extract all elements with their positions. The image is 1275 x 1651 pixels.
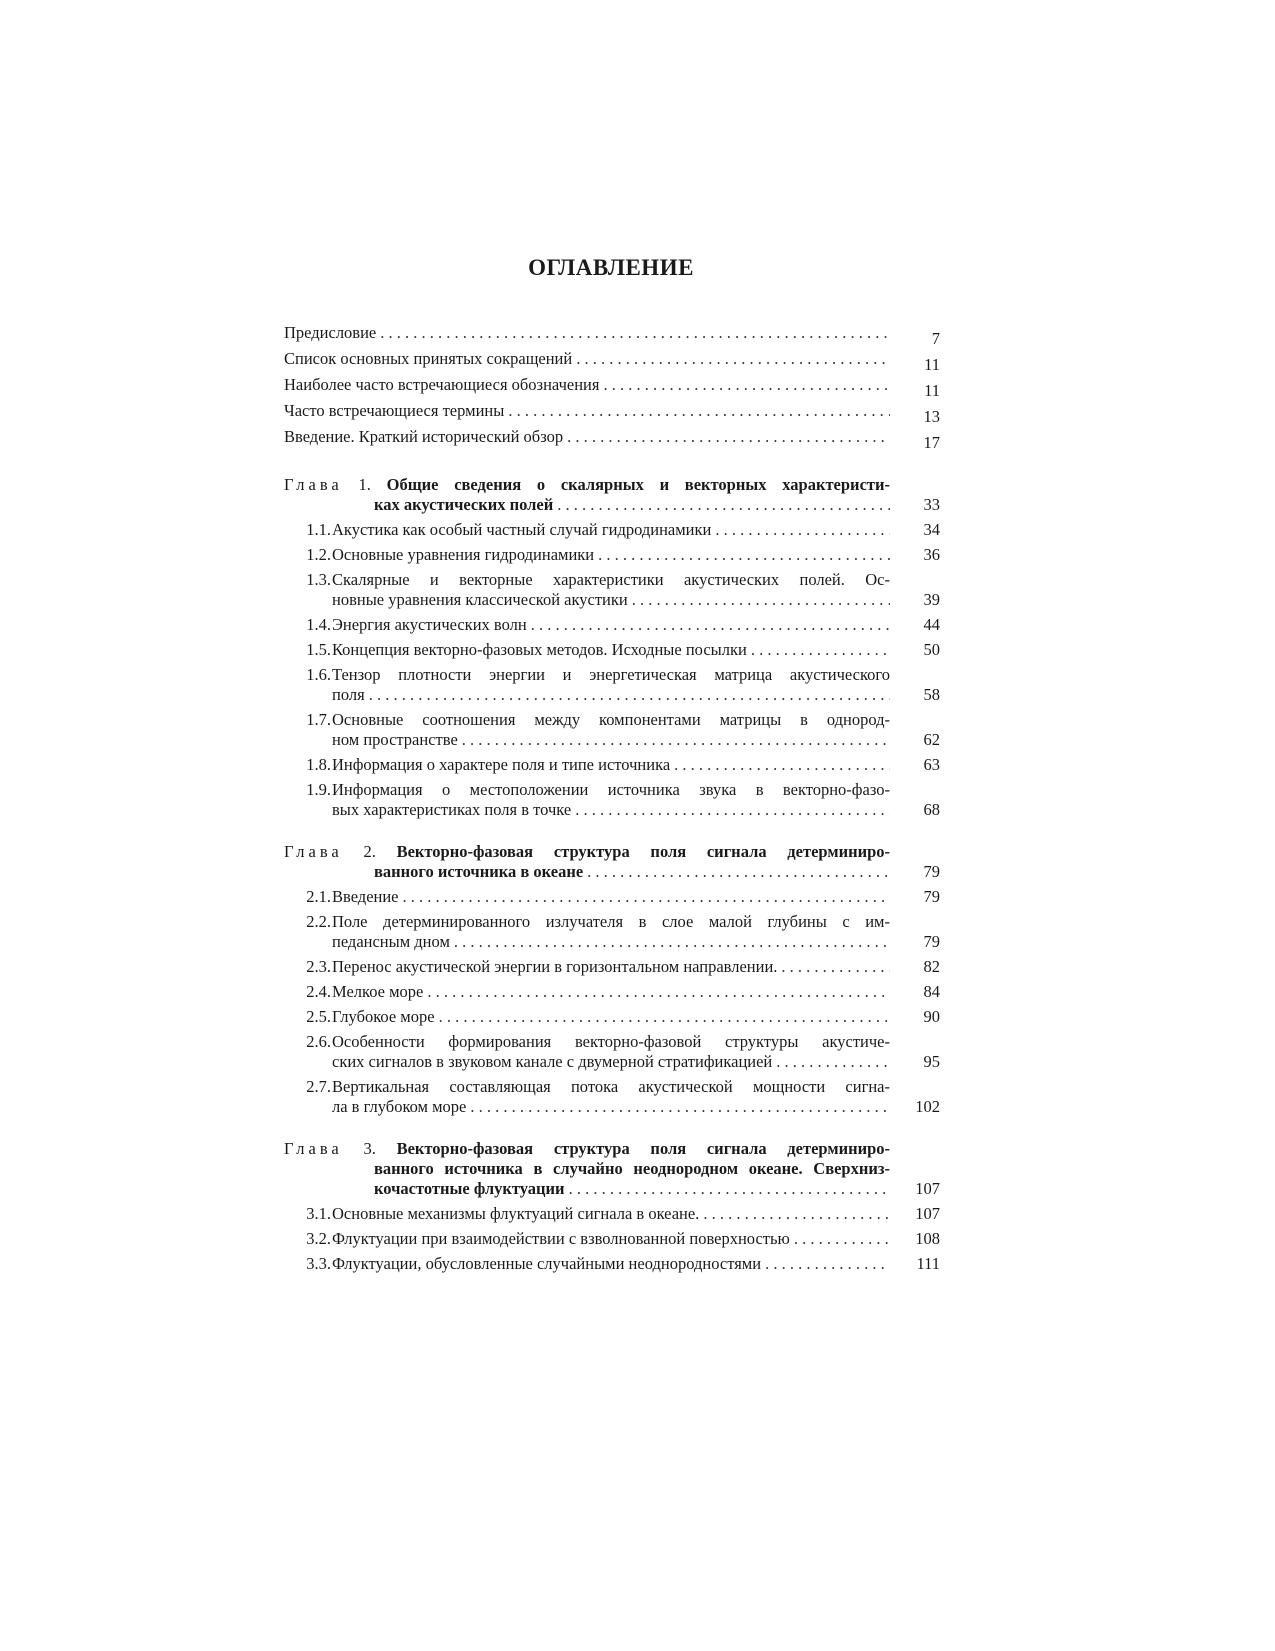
section-title-line bbox=[332, 640, 890, 660]
section-title-line bbox=[332, 545, 890, 565]
dot-leader bbox=[781, 957, 890, 977]
section-title-text: вых характеристиках поля в точке bbox=[332, 800, 572, 819]
section-title-line bbox=[332, 590, 890, 610]
section-title-text: Тензор плотности энергии и энергетическая матрица акустического bbox=[332, 665, 890, 684]
section-entry[interactable] bbox=[284, 912, 940, 952]
section-number: 2.4. bbox=[306, 982, 331, 1001]
page-number: 44 bbox=[923, 615, 940, 634]
section-entry[interactable] bbox=[284, 1077, 940, 1117]
dot-leader bbox=[598, 545, 890, 565]
section-title-line bbox=[332, 755, 890, 775]
section-title-line bbox=[332, 887, 890, 907]
page-number: 102 bbox=[915, 1097, 940, 1116]
dot-leader bbox=[454, 932, 890, 952]
toc-entry[interactable] bbox=[284, 401, 940, 427]
dot-leader bbox=[380, 323, 890, 343]
page-number: 108 bbox=[915, 1229, 940, 1248]
section-number: 2.6. bbox=[306, 1032, 331, 1051]
section-number: 1.7. bbox=[306, 710, 331, 729]
toc-entry-line bbox=[284, 323, 890, 343]
section-title-text: ном пространстве bbox=[332, 730, 458, 749]
page-number: 17 bbox=[894, 433, 940, 453]
chapter-title-line bbox=[284, 1179, 890, 1199]
chapters-list bbox=[284, 475, 940, 1274]
section-entry[interactable] bbox=[284, 1007, 940, 1027]
dot-leader bbox=[603, 375, 890, 395]
page-number: 11 bbox=[894, 355, 940, 375]
section-title-text: Флуктуации при взаимодействии с взволнованной поверхностью bbox=[332, 1229, 790, 1248]
page-number: 79 bbox=[923, 887, 940, 906]
section-entry[interactable] bbox=[284, 710, 940, 750]
chapter-title-line bbox=[284, 1159, 890, 1179]
section-number: 3.2. bbox=[306, 1229, 331, 1248]
section-entry[interactable] bbox=[284, 640, 940, 660]
section-title-line bbox=[332, 615, 890, 635]
page-title: ОГЛАВЛЕНИЕ bbox=[528, 255, 694, 280]
chapter-title-line bbox=[284, 475, 890, 495]
chapter-title-text: кочастотные флуктуации bbox=[374, 1179, 565, 1198]
section-number: 1.1. bbox=[306, 520, 331, 539]
section-title-text: Поле детерминированного излучателя в слое малой глубины с им- bbox=[332, 912, 890, 931]
page-number: 62 bbox=[923, 730, 940, 749]
chapter-block bbox=[284, 475, 940, 820]
chapter-title-line bbox=[284, 862, 890, 882]
section-entry[interactable] bbox=[284, 520, 940, 540]
section-number: 1.8. bbox=[306, 755, 331, 774]
toc-entry-title: Предисловие bbox=[284, 323, 377, 342]
dot-leader bbox=[703, 1204, 890, 1224]
section-title-text: Перенос акустической энергии в горизонтальном направлении. bbox=[332, 957, 778, 976]
chapter-number: 2. bbox=[363, 842, 376, 861]
section-number: 2.7. bbox=[306, 1077, 331, 1096]
chapter-title-text: ванного источника в случайно неоднородном океане. Сверхниз- bbox=[374, 1159, 890, 1178]
section-title-line bbox=[332, 730, 890, 750]
page-number: 63 bbox=[923, 755, 940, 774]
section-title-text: Особенности формирования векторно-фазовой структуры акустиче- bbox=[332, 1032, 890, 1051]
section-title-line bbox=[332, 1254, 890, 1274]
chapter-title-text: Общие сведения о скалярных и векторных характеристи- bbox=[386, 475, 890, 494]
front-matter-list bbox=[284, 323, 940, 453]
section-title-line bbox=[332, 982, 890, 1002]
toc-entry-line bbox=[284, 401, 890, 421]
page-number: 58 bbox=[923, 685, 940, 704]
chapter-number: 1. bbox=[358, 475, 371, 494]
chapter-title-text: ванного источника в океане bbox=[374, 862, 584, 881]
section-title-line bbox=[332, 665, 890, 685]
section-entry[interactable] bbox=[284, 755, 940, 775]
section-title-line bbox=[332, 800, 890, 820]
chapter-title-text: ках акустических полей bbox=[374, 495, 554, 514]
section-title-text: Основные механизмы флуктуаций сигнала в океане. bbox=[332, 1204, 700, 1223]
section-title-text: Скалярные и векторные характеристики акустических полей. Ос- bbox=[332, 570, 890, 589]
section-number: 1.5. bbox=[306, 640, 331, 659]
section-title-line bbox=[332, 1052, 890, 1072]
page-number: 7 bbox=[894, 329, 940, 349]
page-number: 39 bbox=[923, 590, 940, 609]
section-title-line bbox=[332, 957, 890, 977]
section-title-text: ла в глубоком море bbox=[332, 1097, 467, 1116]
page-number: 107 bbox=[915, 1204, 940, 1223]
section-entry[interactable] bbox=[284, 545, 940, 565]
section-entry[interactable] bbox=[284, 780, 940, 820]
section-title-text: новные уравнения классической акустики bbox=[332, 590, 628, 609]
dot-leader bbox=[427, 982, 890, 1002]
chapter-label: Глава bbox=[284, 475, 343, 494]
section-title-text: ских сигналов в звуковом канале с двумерной стратификацией bbox=[332, 1052, 773, 1071]
chapter-heading[interactable] bbox=[284, 1139, 940, 1199]
section-number: 2.3. bbox=[306, 957, 331, 976]
section-title-text: Мелкое море bbox=[332, 982, 424, 1001]
section-title-line bbox=[332, 932, 890, 952]
page-number: 95 bbox=[923, 1052, 940, 1071]
section-title-line bbox=[332, 570, 890, 590]
section-title-line bbox=[332, 710, 890, 730]
toc-entry-line bbox=[284, 349, 890, 369]
section-title-text: Глубокое море bbox=[332, 1007, 435, 1026]
dot-leader bbox=[776, 1052, 890, 1072]
dot-leader bbox=[715, 520, 890, 540]
section-title-text: Концепция векторно-фазовых методов. Исходные посылки bbox=[332, 640, 747, 659]
dot-leader bbox=[569, 1179, 890, 1199]
section-number: 2.5. bbox=[306, 1007, 331, 1026]
section-title-text: Энергия акустических волн bbox=[332, 615, 527, 634]
toc-entry-title: Часто встречающиеся термины bbox=[284, 401, 505, 420]
dot-leader bbox=[567, 427, 890, 447]
toc-entry[interactable] bbox=[284, 427, 940, 453]
dot-leader bbox=[765, 1254, 890, 1274]
section-title-line bbox=[332, 520, 890, 540]
toc-entry[interactable] bbox=[284, 375, 940, 401]
section-title-line bbox=[332, 912, 890, 932]
page-number: 11 bbox=[894, 381, 940, 401]
section-title-text: Основные соотношения между компонентами матрицы в однород- bbox=[332, 710, 890, 729]
section-title-text: Введение bbox=[332, 887, 399, 906]
dot-leader bbox=[531, 615, 890, 635]
page-number: 33 bbox=[923, 495, 940, 514]
section-title-line bbox=[332, 685, 890, 705]
dot-leader bbox=[462, 730, 890, 750]
dot-leader bbox=[439, 1007, 890, 1027]
chapter-title-text: Векторно-фазовая структура поля сигнала детерминиро- bbox=[396, 1139, 891, 1158]
toc-entry-line bbox=[284, 427, 890, 447]
toc-entry-title: Наиболее часто встречающиеся обозначения bbox=[284, 375, 600, 394]
chapter-title-text: Векторно-фазовая структура поля сигнала детерминиро- bbox=[396, 842, 891, 861]
chapter-number: 3. bbox=[363, 1139, 376, 1158]
dot-leader bbox=[369, 685, 890, 705]
section-title-line bbox=[332, 1204, 890, 1224]
page-number: 90 bbox=[923, 1007, 940, 1026]
toc-entry-title: Список основных принятых сокращений bbox=[284, 349, 573, 368]
page-number: 79 bbox=[923, 862, 940, 881]
section-title-text: Вертикальная составляющая потока акустической мощности сигна- bbox=[332, 1077, 890, 1096]
page-number: 84 bbox=[923, 982, 940, 1001]
section-number: 1.9. bbox=[306, 780, 331, 799]
section-title-text: педансным дном bbox=[332, 932, 450, 951]
dot-leader bbox=[632, 590, 890, 610]
section-title-text: Акустика как особый частный случай гидродинамики bbox=[332, 520, 712, 539]
chapter-label: Глава bbox=[284, 842, 343, 861]
section-number: 1.6. bbox=[306, 665, 331, 684]
dot-leader bbox=[751, 640, 890, 660]
dot-leader bbox=[575, 800, 890, 820]
chapter-heading[interactable] bbox=[284, 475, 940, 515]
chapter-title-line bbox=[284, 1139, 890, 1159]
section-title-text: Флуктуации, обусловленные случайными неоднородностями bbox=[332, 1254, 762, 1273]
page-number: 34 bbox=[923, 520, 940, 539]
chapter-block bbox=[284, 1139, 940, 1274]
section-entry[interactable] bbox=[284, 887, 940, 907]
toc-entry[interactable] bbox=[284, 349, 940, 375]
dot-leader bbox=[557, 495, 890, 515]
toc-entry-title: Введение. Краткий исторический обзор bbox=[284, 427, 564, 446]
table-of-contents bbox=[284, 323, 940, 1274]
section-entry[interactable] bbox=[284, 570, 940, 610]
section-title-line bbox=[332, 1229, 890, 1249]
section-entry[interactable] bbox=[284, 1229, 940, 1249]
section-number: 1.3. bbox=[306, 570, 331, 589]
section-title-line bbox=[332, 1077, 890, 1097]
section-number: 2.2. bbox=[306, 912, 331, 931]
page-number: 68 bbox=[923, 800, 940, 819]
chapter-title-line bbox=[284, 842, 890, 862]
section-number: 2.1. bbox=[306, 887, 331, 906]
section-entry[interactable] bbox=[284, 1204, 940, 1224]
section-title-line bbox=[332, 1097, 890, 1117]
chapter-title-line bbox=[284, 495, 890, 515]
section-title-line bbox=[332, 1007, 890, 1027]
section-entry[interactable] bbox=[284, 982, 940, 1002]
section-title-text: Информация о характере поля и типе источника bbox=[332, 755, 671, 774]
section-title-text: поля bbox=[332, 685, 365, 704]
page-number: 50 bbox=[923, 640, 940, 659]
dot-leader bbox=[794, 1229, 890, 1249]
section-title-line bbox=[332, 780, 890, 800]
dot-leader bbox=[403, 887, 890, 907]
dot-leader bbox=[576, 349, 890, 369]
section-title-text: Информация о местоположении источника звука в векторно-фазо- bbox=[332, 780, 890, 799]
section-entry[interactable] bbox=[284, 1254, 940, 1274]
section-title-line bbox=[332, 1032, 890, 1052]
section-entry[interactable] bbox=[284, 665, 940, 705]
chapter-heading[interactable] bbox=[284, 842, 940, 882]
page-number: 82 bbox=[923, 957, 940, 976]
page-number: 107 bbox=[915, 1179, 940, 1198]
page-number: 111 bbox=[916, 1254, 940, 1273]
section-entry[interactable] bbox=[284, 957, 940, 977]
section-title-text: Основные уравнения гидродинамики bbox=[332, 545, 595, 564]
chapter-label: Глава bbox=[284, 1139, 343, 1158]
toc-entry-line bbox=[284, 375, 890, 395]
dot-leader bbox=[470, 1097, 890, 1117]
section-number: 3.3. bbox=[306, 1254, 331, 1273]
page-number: 13 bbox=[894, 407, 940, 427]
dot-leader bbox=[674, 755, 890, 775]
section-number: 1.4. bbox=[306, 615, 331, 634]
section-entry[interactable] bbox=[284, 1032, 940, 1072]
section-number: 3.1. bbox=[306, 1204, 331, 1223]
page-number: 36 bbox=[923, 545, 940, 564]
toc-entry[interactable] bbox=[284, 323, 940, 349]
page-number: 79 bbox=[923, 932, 940, 951]
dot-leader bbox=[587, 862, 890, 882]
chapter-block bbox=[284, 842, 940, 1117]
dot-leader bbox=[508, 401, 890, 421]
section-entry[interactable] bbox=[284, 615, 940, 635]
section-number: 1.2. bbox=[306, 545, 331, 564]
